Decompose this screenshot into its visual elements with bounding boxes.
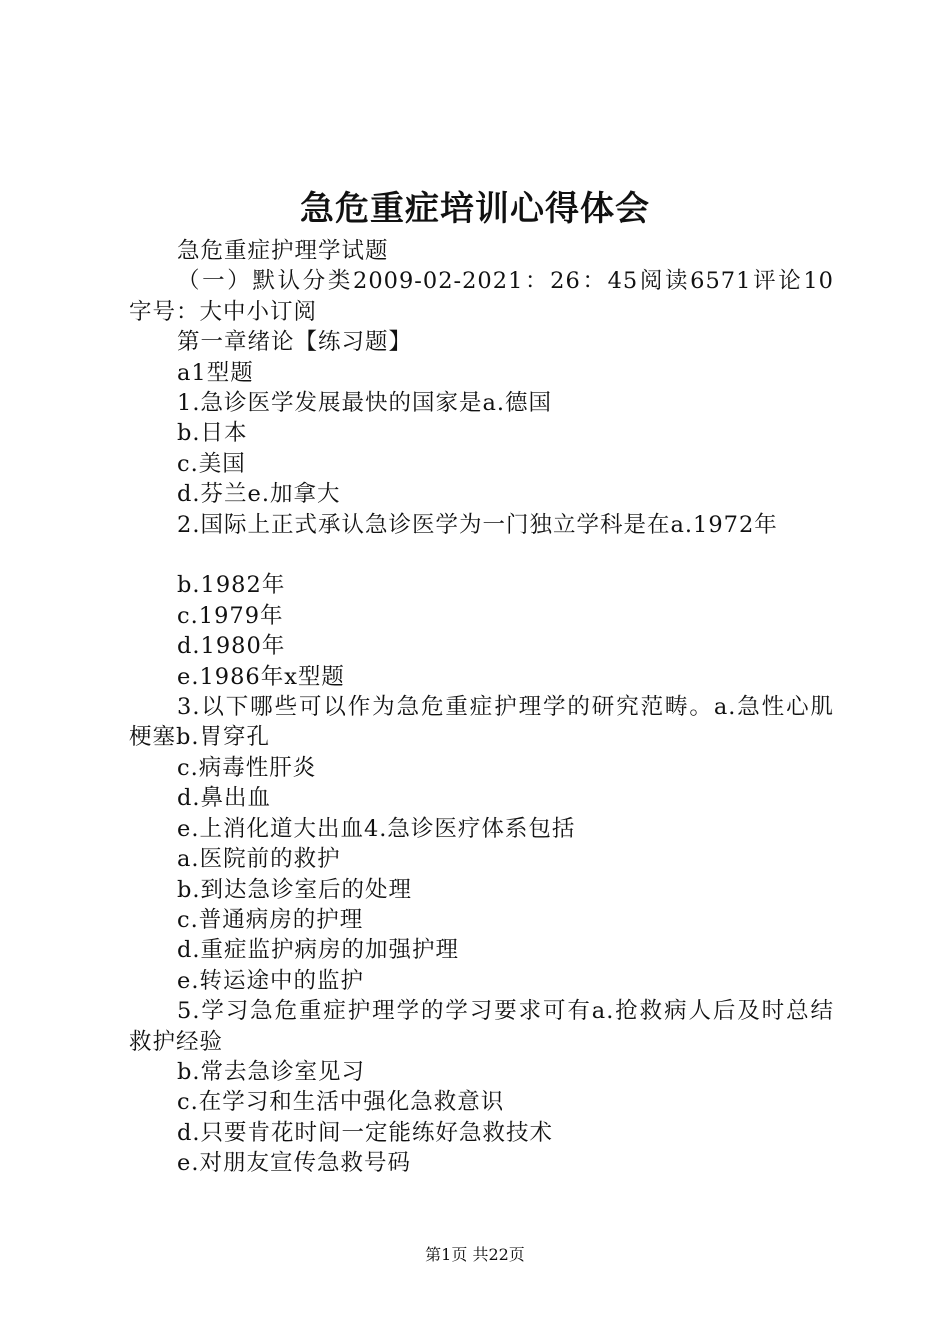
paragraph: 2.国际上正式承认急诊医学为一门独立学科是在a.1972年 xyxy=(177,511,778,538)
paragraph: e.转运途中的监护 xyxy=(177,967,364,994)
document-title: 急危重症培训心得体会 xyxy=(300,189,650,229)
paragraph: c.在学习和生活中强化急救意识 xyxy=(177,1089,505,1116)
paragraph: 1.急诊医学发展最快的国家是a.德国 xyxy=(177,390,553,417)
paragraph: d.重症监护病房的加强护理 xyxy=(177,937,460,964)
paragraph: d.鼻出血 xyxy=(177,785,272,812)
paragraph: b.日本 xyxy=(177,420,248,447)
blank-line xyxy=(129,540,834,570)
paragraph: d.只要肯花时间一定能练好急救技术 xyxy=(177,1119,554,1146)
paragraph: 急危重症护理学试题 xyxy=(177,238,389,264)
paragraph: b.到达急诊室后的处理 xyxy=(177,876,413,903)
paragraph: 5.学习急危重症护理学的学习要求可有a.抢救病人后及时总结救护经验 xyxy=(129,998,834,1055)
paragraph: a1型题 xyxy=(177,359,254,386)
paragraph: c.1979年 xyxy=(177,602,284,629)
paragraph: e.对朋友宣传急救号码 xyxy=(177,1150,411,1177)
paragraph: d.1980年 xyxy=(177,633,286,660)
paragraph: c.普通病房的护理 xyxy=(177,906,364,933)
paragraph: b.常去急诊室见习 xyxy=(177,1058,366,1085)
page-footer: 第1页 共22页 xyxy=(425,1245,525,1264)
paragraph: c.病毒性肝炎 xyxy=(177,754,317,781)
paragraph: e.上消化道大出血4.急诊医疗体系包括 xyxy=(177,815,576,842)
paragraph: 第一章绪论【练习题】 xyxy=(177,329,413,356)
paragraph: 3.以下哪些可以作为急危重症护理学的研究范畴。a.急性心肌梗塞b.胃穿孔 xyxy=(129,694,834,751)
paragraph: e.1986年x型题 xyxy=(177,663,345,690)
paragraph: b.1982年 xyxy=(177,572,286,599)
paragraph: a.医院前的救护 xyxy=(177,846,341,873)
paragraph: c.美国 xyxy=(177,450,246,477)
paragraph: （一）默认分类2009-02-2021：26：45阅读6571评论10 字号：大中小订阅 xyxy=(129,268,834,325)
document-body xyxy=(129,236,834,1179)
paragraph: d.芬兰e.加拿大 xyxy=(177,481,341,508)
